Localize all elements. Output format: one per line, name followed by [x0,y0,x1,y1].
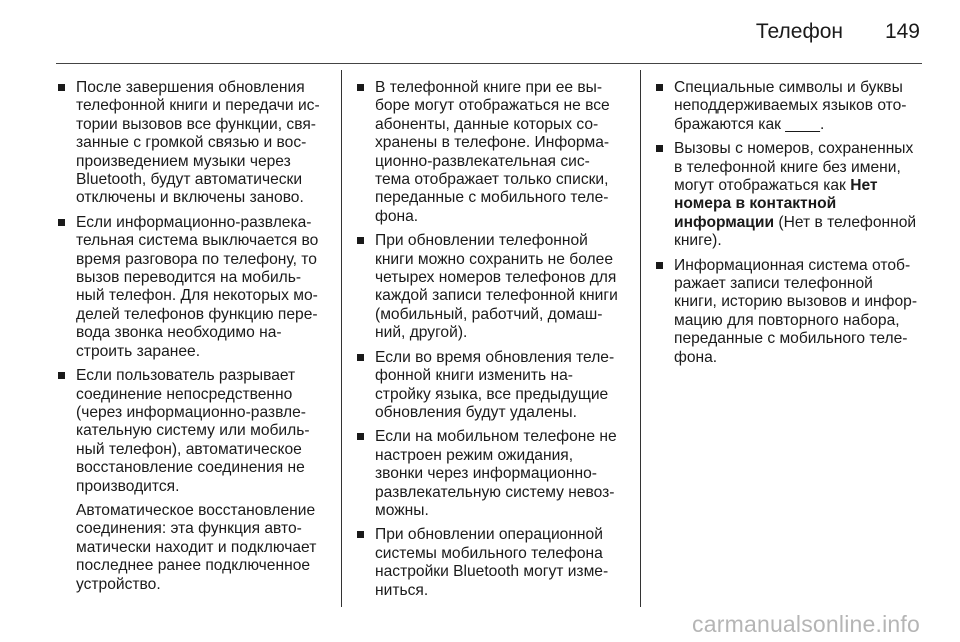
bullet-icon [656,84,663,91]
text-line: ционно-развлекательная сис- [375,152,590,170]
text-line: бражаются как ____. [674,115,825,133]
text-line: Информационная система отоб- [674,256,911,274]
column-divider [640,70,641,607]
text-column-3 [656,79,926,373]
text-line: ниться. [375,581,429,599]
text-line: занные с громкой связью и вос- [76,134,307,152]
text-line: звонки через информационно- [375,465,597,483]
text-column-2 [357,79,623,606]
text-line: восстановление соединения не [76,459,305,477]
bullet-icon [357,84,364,91]
text-line: стройку языка, все предыдущие [375,385,609,403]
text-line: Если на мобильном телефоне не [375,428,617,446]
text-line: фона. [375,207,419,225]
text-line [674,214,926,232]
text-line: делей телефонов функцию пере- [76,305,318,323]
ui-label-no-contact: информации [674,213,775,231]
text-line: можны. [375,501,429,519]
page-header [0,0,960,66]
text-line: ный телефон. Для некоторых мо- [76,287,318,305]
bullet-item [357,428,623,520]
text-line: фона. [674,348,718,366]
text-line [674,177,926,195]
text-line: При обновлении операционной [375,526,603,544]
text-line: Если во время обновления теле- [375,348,615,366]
bullet-icon [58,219,65,226]
text-line: развлекательную систему невоз- [375,483,615,501]
bullet-icon [58,372,65,379]
bullet-item [357,349,623,423]
text-line: абоненты, данные которых со- [375,115,599,133]
bullet-item [58,214,326,361]
text-line: соединение непосредственно [76,385,293,403]
text-line: в телефонной книге без имени, [674,158,901,176]
text-line: ражает записи телефонной [674,275,873,293]
text-line: Если пользователь разрывает [76,367,296,385]
bullet-icon [656,145,663,152]
text-line: Автоматическое восстановление [76,501,316,519]
text-line: обновления будут удалены. [375,403,577,421]
text-line: мацию для повторного набора, [674,311,900,329]
text-line: тории вызовов все функции, свя- [76,115,316,133]
text-line: боре могут отображаться не все [375,97,610,115]
ui-label-no-contact: Нет [850,177,878,195]
bullet-item [357,526,623,600]
bullet-item [58,367,326,496]
text-line: каждой записи телефонной книги [375,287,618,305]
bullet-icon [357,531,364,538]
text-line: переданные с мобильного теле- [674,330,908,348]
text-line: тельная система выключается во [76,232,319,250]
bullet-item [357,232,623,342]
text-line: строить заранее. [76,342,201,360]
column-divider [341,70,342,607]
text-line: настроен режим ожидания, [375,446,574,464]
text-column-1 [58,79,326,594]
text-line: Специальные символы и буквы [674,79,903,96]
page-number: 149 [884,20,920,43]
text-line: фонной книги изменить на- [375,367,573,385]
bullet-icon [357,237,364,244]
text-line: устройство. [76,575,161,593]
section-title: Телефон [755,20,843,43]
text-line: неподдерживаемых языков ото- [674,97,907,115]
text-line: производится. [76,477,180,495]
text-line: хранены в телефоне. Информа- [375,134,610,152]
text-fragment: (Нет в телефонной [774,213,917,231]
text-line: (через информационно-развле- [76,403,306,421]
text-line: книги, историю вызовов и инфор- [674,293,918,311]
text-line: Вызовы с номеров, сохраненных [674,140,914,158]
text-line: (мобильный, работчий, домаш- [375,305,603,323]
bullet-icon [58,84,65,91]
text-line: системы мобильного телефона [375,544,603,562]
text-line: переданные с мобильного теле- [375,189,609,207]
text-line: Если информационно-развлека- [76,213,312,231]
paragraph [58,502,326,594]
text-line: последнее ранее подключенное [76,557,311,575]
text-line: вызов переводится на мобиль- [76,269,302,287]
text-line: настройки Bluetooth могут изме- [375,563,609,581]
text-line: Bluetooth, будут автоматически [76,171,303,189]
bullet-icon [357,354,364,361]
bullet-item [656,257,926,367]
text-line: В телефонной книге при ее вы- [375,79,603,96]
text-line: После завершения обновления [76,79,305,96]
text-line: При обновлении телефонной [375,232,588,250]
ui-label-no-contact: номера в контактной [674,195,837,213]
bullet-item [656,140,926,250]
header-rule [56,63,922,64]
text-line: матически находит и подключает [76,538,317,556]
text-line: четырех номеров телефонов для [375,269,617,287]
text-line: книге). [674,232,722,250]
bullet-item [357,79,623,226]
text-line: произведением музыки через [76,152,291,170]
bullet-icon [357,433,364,440]
text-line: ний, другой). [375,324,468,342]
text-line: ный телефон), автоматическое [76,440,302,458]
text-line: телефонной книги и передачи ис- [76,97,320,115]
text-fragment: могут отображаться как [674,177,851,195]
bullet-icon [656,262,663,269]
text-line: время разговора по телефону, то [76,250,317,268]
text-line: соединения: эта функция авто- [76,520,302,538]
text-line: книги можно сохранить не более [375,250,613,268]
text-line: кательную систему или мобиль- [76,422,310,440]
text-line: вода звонка необходимо на- [76,324,282,342]
text-line: отключены и включены заново. [76,189,304,207]
text-line: тема отображает только списки, [375,171,609,189]
bullet-item [58,79,326,208]
watermark: carmanualsonline.info [692,611,920,637]
bullet-item [656,79,926,134]
